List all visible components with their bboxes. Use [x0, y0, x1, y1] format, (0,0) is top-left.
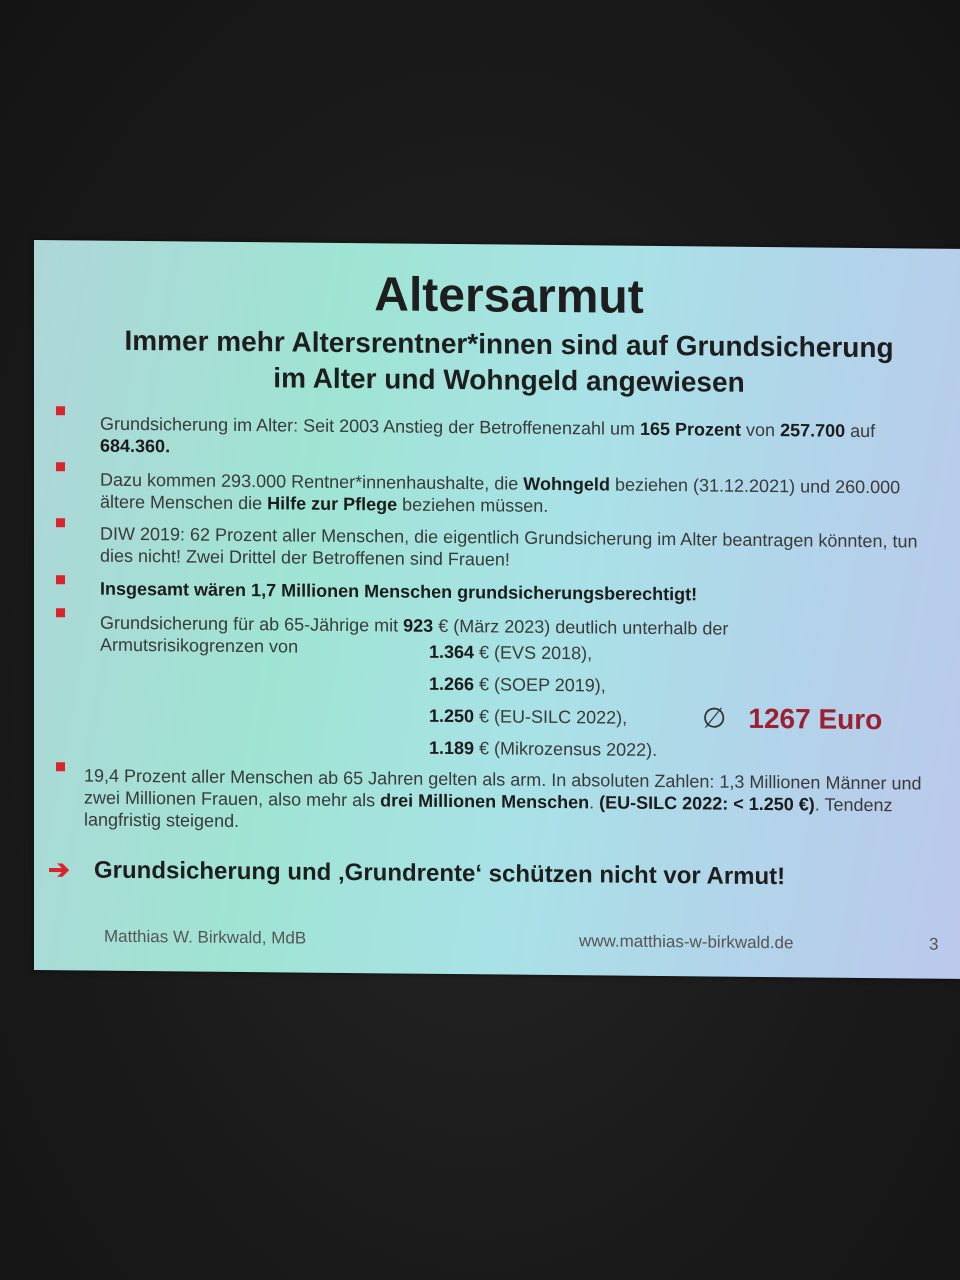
bullet-marker-icon: [56, 762, 65, 771]
footer-author: Matthias W. Birkwald, MdB: [104, 926, 307, 948]
bullet-grundsicherung-anstieg: Grundsicherung im Alter: Seit 2003 Anstieg der Betroffenenzahl um 165 Prozent von 257.700 auf 684.360.: [100, 413, 876, 457]
threshold-eu-silc: 1.250 € (EU-SILC 2022),: [429, 705, 628, 728]
arrow-right-icon: ➔: [48, 854, 70, 885]
slide-title: Altersarmut: [374, 268, 644, 324]
threshold-list: [429, 636, 657, 766]
bullet-marker-icon: [56, 518, 65, 527]
slide-conclusion: Grundsicherung und ‚Grundrente‘ schützen nicht vor Armut!: [94, 856, 786, 891]
projected-slide: [34, 240, 960, 979]
bullet-armutsrisikogrenzen: Grundsicherung für ab 65-Jährige mit 923 € (März 2023) deutlich unterhalb der Armutsrisikogrenzen von: [100, 612, 729, 657]
bullet-armutsquote: 19,4 Prozent aller Menschen ab 65 Jahren gelten als arm. In absoluten Zahlen: 1,3 Millionen Männer und zwei Millionen Frauen, also mehr als drei Millionen Menschen. (EU-SILC 2022: < 1.250 €). Tendenz langfristig steigend.: [84, 765, 922, 831]
threshold-mikrozensus: 1.189 € (Mikrozensus 2022).: [429, 737, 658, 760]
bullet-wohngeld: Dazu kommen 293.000 Rentner*innenhaushalte, die Wohngeld beziehen (31.12.2021) und 260.000 ältere Menschen die Hilfe zur Pflege beziehen müssen.: [100, 469, 901, 516]
average-value: ∅ 1267 Euro: [702, 702, 883, 736]
average-symbol-icon: ∅: [702, 702, 727, 734]
bullet-diw-2019: DIW 2019: 62 Prozent aller Menschen, die eigentlich Grundsicherung im Alter beantragen könnten, tun dies nicht! Zwei Drittel der Betroffenen sind Frauen!: [100, 523, 918, 570]
subtitle-line-1: Immer mehr Altersrentner*innen sind auf Grundsicherung: [124, 324, 894, 364]
threshold-evs: 1.364 € (EVS 2018),: [429, 641, 593, 664]
page-number: 3: [929, 934, 939, 954]
slide-subtitle: [44, 322, 960, 403]
threshold-soep: 1.266 € (SOEP 2019),: [429, 673, 606, 696]
footer-website: www.matthias-w-birkwald.de: [579, 931, 794, 953]
bullet-berechtigt: Insgesamt wären 1,7 Millionen Menschen grundsicherungsberechtigt!: [100, 578, 698, 605]
bullet-marker-icon: [56, 406, 65, 415]
bullet-marker-icon: [56, 462, 65, 471]
bullet-marker-icon: [56, 575, 65, 584]
subtitle-line-2: im Alter und Wohngeld angewiesen: [273, 362, 745, 398]
bullet-marker-icon: [56, 608, 65, 617]
